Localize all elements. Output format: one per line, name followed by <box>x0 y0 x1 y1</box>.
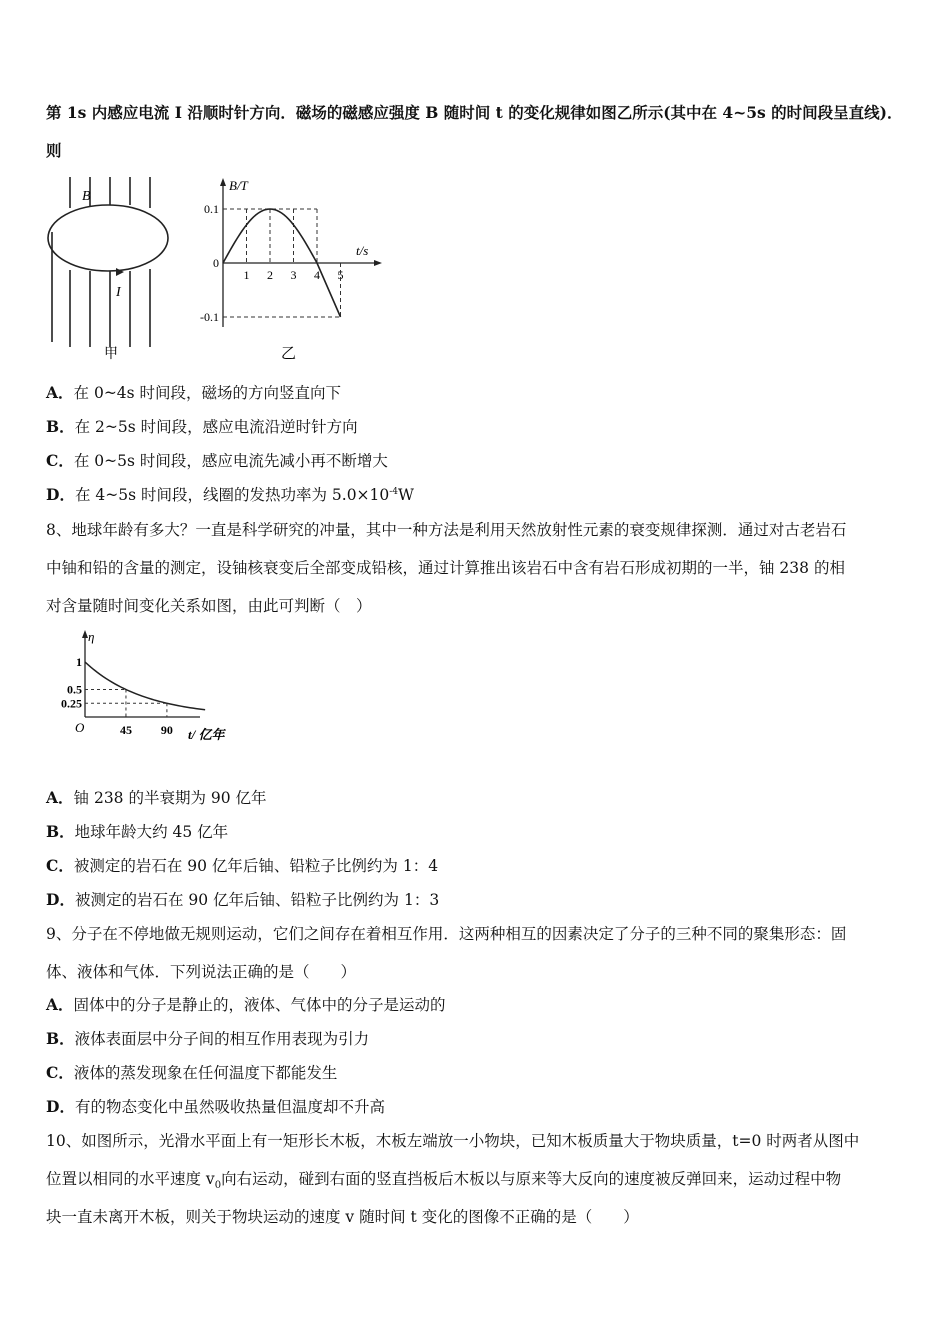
option-letter: A． <box>46 788 74 807</box>
x-tick-label: 1 <box>243 268 250 282</box>
option-letter: C． <box>46 856 74 875</box>
y-tick-label: 0.5 <box>67 682 82 697</box>
q10-line2-sub: 0 <box>214 1180 222 1192</box>
option-letter: A． <box>46 383 74 402</box>
series-decay-curve <box>85 662 205 710</box>
q9-option-a <box>46 993 446 1015</box>
y-tick-label: 0.1 <box>204 202 219 216</box>
x-axis-arrow-icon <box>374 260 382 266</box>
q7-option-a <box>46 381 341 403</box>
option-text: 地球年龄大约 45 亿年 <box>74 823 229 841</box>
option-text: 被测定的岩石在 90 亿年后铀、铅粒子比例约为 1：3 <box>74 891 440 909</box>
option-text: 被测定的岩石在 90 亿年后铀、铅粒子比例约为 1：4 <box>73 857 439 875</box>
q7-option-d <box>46 483 414 505</box>
y-tick-label: 0.25 <box>61 696 82 711</box>
option-text: 铀 238 的半衰期为 90 亿年 <box>73 789 267 807</box>
y-tick-label: 0 <box>213 256 219 270</box>
option-unit: W <box>398 486 414 504</box>
option-text: 固体中的分子是静止的，液体、气体中的分子是运动的 <box>73 996 446 1014</box>
option-letter: D． <box>46 485 75 504</box>
x-tick-label: 45 <box>119 723 132 737</box>
q8-option-d <box>46 888 439 910</box>
option-text: 在 0~4s 时间段，磁场的方向竖直向下 <box>73 384 342 402</box>
option-text: 有的物态变化中虽然吸收热量但温度却不升高 <box>74 1098 385 1116</box>
q8-option-b <box>46 820 228 842</box>
y-axis-label: η <box>88 629 95 644</box>
figure-jia <box>40 172 190 362</box>
q10-line2-post: 向右运动，碰到右面的竖直挡板后木板以与原来等大反向的速度被反弹回来，运动过程中物 <box>221 1170 842 1188</box>
option-letter: B． <box>46 417 75 436</box>
option-text: 在 2~5s 时间段，感应电流沿逆时针方向 <box>74 418 358 436</box>
option-exponent: -4 <box>389 486 399 497</box>
option-letter: D． <box>46 890 75 909</box>
caption-jia: 甲 <box>104 347 118 362</box>
option-letter: C． <box>46 451 74 470</box>
q9-line1: 9、分子在不停地做无规则运动，它们之间存在着相互作用．这两种相互的因素决定了分子的三种不同的聚集形态：固 <box>46 925 847 943</box>
origin-label: O <box>75 720 85 735</box>
option-text: 液体的蒸发现象在任何温度下都能发生 <box>73 1064 338 1082</box>
q9-option-c <box>46 1061 337 1083</box>
option-letter: B． <box>46 1029 75 1048</box>
q8-line3: 对含量随时间变化关系如图，由此可判断（ ） <box>46 597 372 615</box>
option-letter: A． <box>46 995 74 1014</box>
q8-option-c <box>46 854 438 876</box>
q7-option-c <box>46 449 388 471</box>
q10-line2-pre: 位置以相同的水平速度 v <box>46 1170 215 1188</box>
label-B: B <box>82 189 91 204</box>
option-letter: B． <box>46 822 75 841</box>
y-tick-label: -0.1 <box>200 310 219 324</box>
x-tick-label: 2 <box>267 268 273 282</box>
decay-curve-chart <box>50 628 250 748</box>
option-text: 在 0~5s 时间段，感应电流先减小再不断增大 <box>73 452 388 470</box>
x-tick-label: 90 <box>160 723 173 737</box>
caption-yi: 乙 <box>281 346 297 362</box>
coil-ellipse <box>48 205 168 271</box>
q10-line3: 块一直未离开木板，则关于物块运动的速度 v 随时间 t 变化的图像不正确的是（ ） <box>46 1208 639 1226</box>
option-text: 在 4~5s 时间段，线圈的发热功率为 5.0×10 <box>74 486 390 504</box>
q10-line1: 10、如图所示，光滑水平面上有一矩形长木板，木板左端放一小物块，已知木板质量大于物块质量，t=0 时两者从图中 <box>46 1132 860 1150</box>
q9-line2: 体、液体和气体．下列说法正确的是（ ） <box>46 963 357 981</box>
q9-option-d <box>46 1095 385 1117</box>
y-axis-label: B/T <box>229 178 248 193</box>
option-letter: C． <box>46 1063 74 1082</box>
current-arrow-icon <box>116 268 124 276</box>
y-axis-arrow-icon <box>220 178 226 186</box>
x-tick-label: 3 <box>290 268 297 282</box>
q10-line2 <box>46 1167 841 1191</box>
q8-line2: 中铀和铅的含量的测定，设铀核衰变后全部变成铅核，通过计算推出该岩石中含有岩石形成初期的一半，铀 238 的相 <box>46 559 845 577</box>
x-tick-label: 4 <box>314 268 320 282</box>
q8-line1: 8、地球年龄有多大？一直是科学研究的冲量，其中一种方法是利用天然放射性元素的衰变规律探测．通过对古老岩石 <box>46 521 847 539</box>
y-tick-label: 1 <box>76 655 82 669</box>
x-axis-label: t/ 亿年 <box>188 727 225 742</box>
q7-intro-line1: 第 1s 内感应电流 I 沿顺时针方向．磁场的磁感应强度 B 随时间 t 的变化规律如图乙所示(其中在 4~5s 的时间段呈直线)． <box>46 103 903 122</box>
q7-option-b <box>46 415 358 437</box>
figure-yi-chart <box>196 172 386 364</box>
x-tick-label: 5 <box>337 268 344 282</box>
q9-option-b <box>46 1027 369 1049</box>
q7-intro-line2: 则 <box>46 141 62 160</box>
label-I: I <box>116 285 121 300</box>
q8-option-a <box>46 786 267 808</box>
x-axis-label: t/s <box>356 243 369 258</box>
option-letter: D． <box>46 1097 75 1116</box>
option-text: 液体表面层中分子间的相互作用表现为引力 <box>74 1030 370 1048</box>
